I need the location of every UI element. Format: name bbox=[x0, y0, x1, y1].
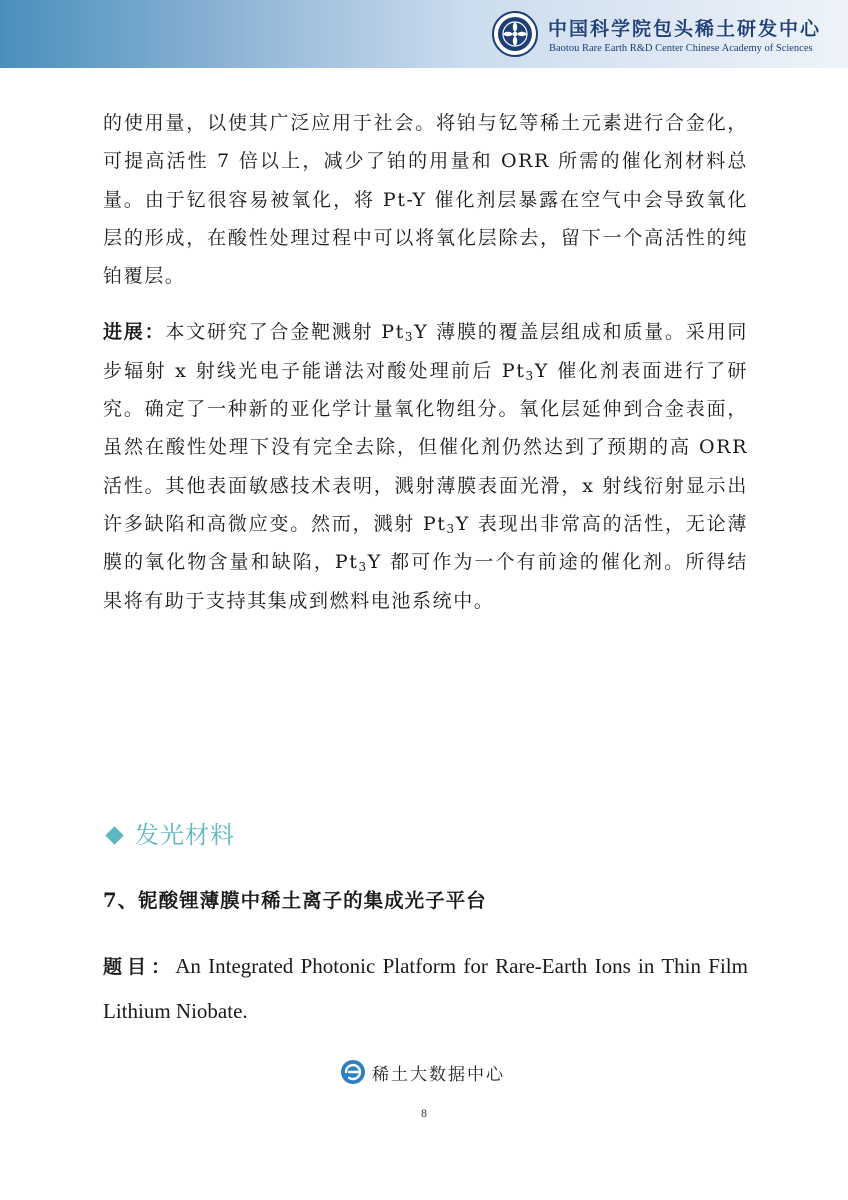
big-data-center-logo-icon bbox=[340, 1059, 366, 1085]
org-name-english: Baotou Rare Earth R&D Center Chinese Academy of Sciences bbox=[549, 43, 813, 54]
progress-text: Y 表现出非常高的活性，无论薄膜的氧化物含量和缺陷，Pt bbox=[103, 512, 748, 574]
cas-logo-icon bbox=[492, 11, 538, 57]
subscript-3: 3 bbox=[404, 330, 415, 345]
main-content bbox=[103, 104, 748, 620]
org-name-chinese: 中国科学院包头稀土研发中心 bbox=[548, 18, 822, 40]
topic-text: An Integrated Photonic Platform for Rare-Earth Ions in Thin Film Lithium Niobate. bbox=[103, 954, 748, 1023]
diamond-bullet-icon bbox=[105, 826, 123, 844]
subscript-3: 3 bbox=[525, 368, 535, 383]
progress-text: Y 催化剂表面进行了研究。确定了一种新的亚化学计量氧化物组分。氧化层延伸到合金表面，虽然在酸性处理下没有完全去除，但催化剂仍然达到了预期的高 ORR 活性。其他表面敏感技术表明，溅射薄膜表面光滑，x 射线衍射显示出许多缺陷和高微应变。然而，溅射 Pt bbox=[103, 359, 749, 535]
progress-text: Y 都可作为一个有前途的催化剂。所得结果将有助于支持其集成到燃料电池系统中。 bbox=[103, 551, 748, 612]
progress-text: Y 薄膜的覆盖层组成和质量。采用同步辐射 x 射线光电子能谱法对酸处理前后 Pt bbox=[103, 321, 748, 382]
topic-line bbox=[103, 944, 748, 1034]
progress-text: 本文研究了合金靶溅射 Pt bbox=[165, 321, 405, 344]
paragraph-progress bbox=[103, 313, 748, 619]
topic-label: 题目： bbox=[103, 956, 176, 978]
footer-brand: 稀土大数据中心 bbox=[372, 1065, 505, 1085]
subscript-3: 3 bbox=[446, 521, 456, 536]
progress-label: 进展： bbox=[103, 321, 166, 344]
section-heading bbox=[103, 815, 235, 850]
page-number: 8 bbox=[421, 1106, 427, 1120]
subscript-3: 3 bbox=[358, 560, 368, 575]
item-title: 7、铌酸锂薄膜中稀土离子的集成光子平台 bbox=[103, 889, 487, 912]
paragraph-platinum-usage: 的使用量，以使其广泛应用于社会。将铂与钇等稀土元素进行合金化，可提高活性 7 倍以上，减少了铂的用量和 ORR 所需的催化剂材料总量。由于钇很容易被氧化，将 Pt-Y 催化剂层暴露在空气中会导致氧化层的形成，在酸性处理过程中可以将氧化层除去，留下一个高活性的纯铂覆层。 bbox=[103, 112, 748, 288]
section-heading-text: 发光材料 bbox=[135, 821, 235, 849]
